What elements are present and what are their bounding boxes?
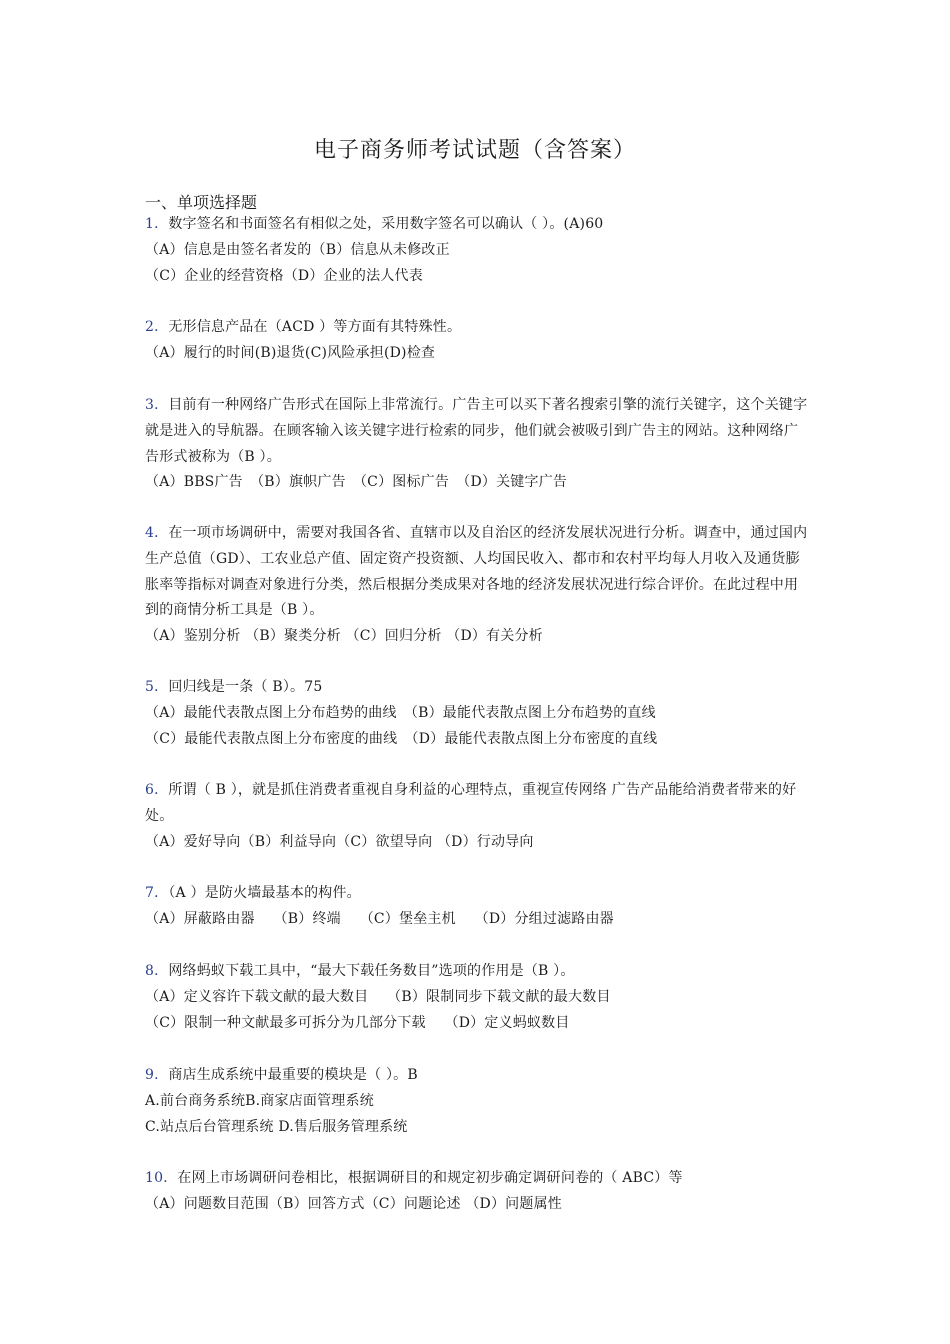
question-option: （A）信息是由签名者发的（B）信息从未修改正 (145, 241, 450, 258)
question-option: （C）限制一种文献最多可拆分为几部分下载 （D）定义蚂蚁数目 (145, 1014, 570, 1031)
document-title: 电子商务师考试试题（含答案） (313, 138, 636, 163)
question-text: （A ）是防火墙最基本的构件。 (168, 885, 361, 901)
question-number: 4． (145, 525, 169, 541)
question-number: 5． (145, 679, 169, 695)
question-text: 网络蚂蚁下载工具中，“最大下载任务数目”选项的作用是（B ）。 (168, 963, 575, 979)
question-option: （A）BBS广告 （B）旗帜广告 （C）图标广告 （D）关键字广告 (145, 474, 568, 491)
question-text: 数字签名和书面签名有相似之处，采用数字签名可以确认（ ）。(A)60 (168, 216, 604, 232)
question-stem (145, 521, 810, 624)
question-5 (145, 675, 810, 752)
question-7 (145, 881, 810, 933)
question-text: 所谓（ B ），就是抓住消费者重视自身利益的心理特点，重视宣传网络 广告产品能给消费者带来的好处。 (145, 782, 797, 824)
section-heading: 一、单项选择题 (145, 193, 258, 212)
question-10 (145, 1166, 810, 1218)
question-9 (145, 1063, 810, 1140)
question-option: （A）问题数目范围（B）回答方式（C）问题论述 （D）问题属性 (145, 1195, 562, 1212)
question-number: 7． (145, 885, 169, 901)
question-option: （A）鉴别分析 （B）聚类分析 （C）回归分析 （D）有关分析 (145, 628, 543, 645)
question-8 (145, 959, 810, 1036)
question-text: 在一项市场调研中，需要对我国各省、直辖市以及自治区的经济发展状况进行分析。调查中，通过国内生产总值（GD）、工农业总产值、固定资产投资额、人均国民收入、都市和农村平均每人月收入及通货膨胀率等指标对调查对象进行分类，然后根据分类成果对各地的经济发展状况进行综合评价。在此过程中用到的商情分析工具是（B ）。 (145, 525, 808, 619)
question-stem (145, 315, 810, 341)
question-option: （A）定义容许下载文献的最大数目 （B）限制同步下载文献的最大数目 (145, 988, 611, 1005)
question-number: 1． (145, 216, 169, 232)
question-stem (145, 675, 810, 701)
question-option: （C）最能代表散点图上分布密度的曲线 （D）最能代表散点图上分布密度的直线 (145, 730, 658, 747)
question-number: 2． (145, 319, 169, 335)
question-stem (145, 1166, 810, 1192)
question-stem (145, 881, 810, 907)
question-number: 9． (145, 1067, 169, 1083)
question-text: 在网上市场调研问卷相比，根据调研目的和规定初步确定调研问卷的（ ABC）等 (177, 1170, 683, 1186)
question-text: 无形信息产品在（ACD ）等方面有其特殊性。 (168, 319, 462, 335)
question-6 (145, 778, 810, 855)
question-2 (145, 315, 810, 367)
question-option: （A）最能代表散点图上分布趋势的曲线 （B）最能代表散点图上分布趋势的直线 (145, 704, 656, 721)
question-number: 3． (145, 397, 169, 413)
question-option: （A）爱好导向（B）利益导向（C）欲望导向 （D）行动导向 (145, 833, 534, 850)
question-option: A.前台商务系统B.商家店面管理系统 (145, 1092, 374, 1109)
question-4 (145, 521, 810, 650)
question-stem (145, 959, 810, 985)
question-number: 6． (145, 782, 169, 798)
question-stem (145, 778, 810, 830)
question-number: 8． (145, 963, 169, 979)
question-option: （C）企业的经营资格（D）企业的法人代表 (145, 267, 423, 284)
question-stem (145, 1063, 810, 1089)
question-option: （A）履行的时间(B)退货(C)风险承担(D)检查 (145, 344, 436, 361)
question-stem (145, 212, 810, 238)
question-text: 目前有一种网络广告形式在国际上非常流行。广告主可以买下著名搜索引擎的流行关键字，这个关键字就是进入的导航器。在顾客输入该关键字进行检索的同步，他们就会被吸引到广告主的网站。这种网络广告形式被称为（B ）。 (145, 397, 808, 465)
question-1 (145, 212, 810, 289)
question-number: 10． (145, 1170, 178, 1186)
question-text: 商店生成系统中最重要的模块是（ ）。B (168, 1067, 418, 1083)
question-stem (145, 393, 810, 470)
question-option: （A）屏蔽路由器 （B）终端 （C）堡垒主机 （D）分组过滤路由器 (145, 910, 614, 927)
question-3 (145, 393, 810, 496)
question-option: C.站点后台管理系统 D.售后服务管理系统 (145, 1118, 408, 1135)
question-text: 回归线是一条（ B）。75 (168, 679, 323, 695)
